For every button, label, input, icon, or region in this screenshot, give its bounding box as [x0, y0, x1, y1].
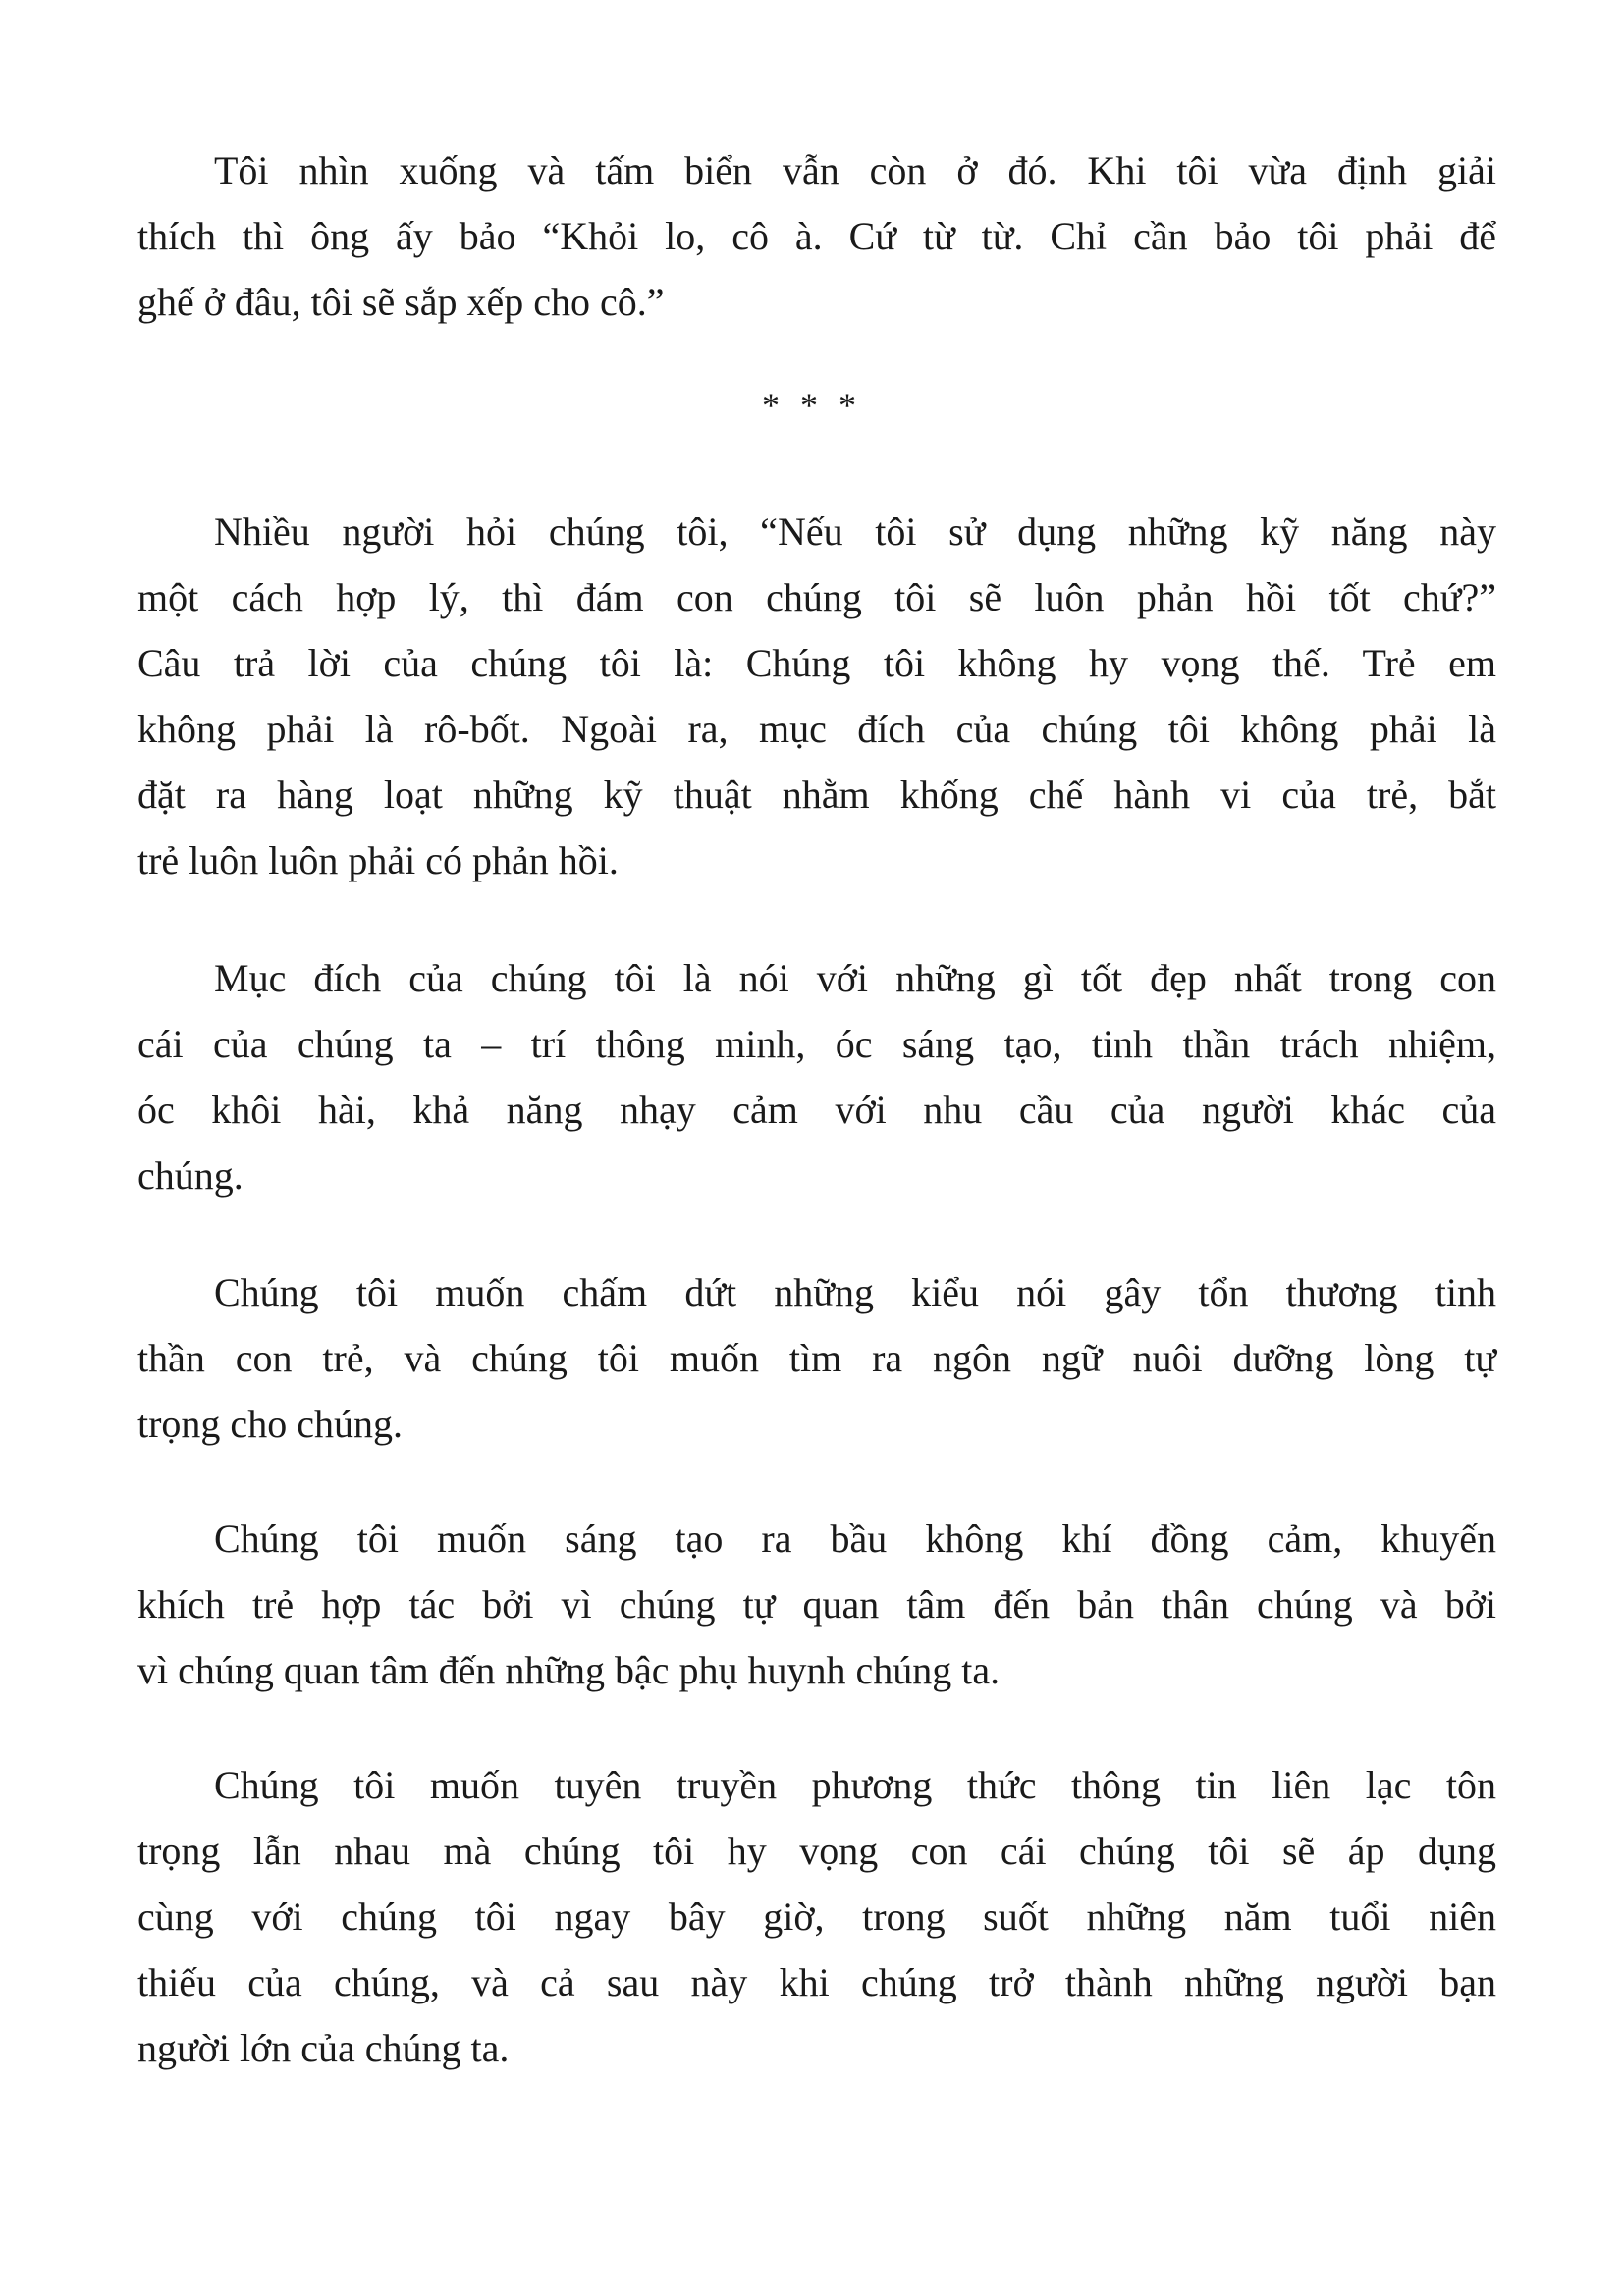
text-line: không phải là rô-bốt. Ngoài ra, mục đích của chúng tôi không phải là	[137, 707, 1496, 751]
text-line: trẻ luôn luôn phải có phản hồi.	[137, 838, 619, 882]
paragraph	[137, 137, 1496, 335]
paragraph	[137, 1752, 1496, 2081]
text-line: trọng lẫn nhau mà chúng tôi hy vọng con cái chúng tôi sẽ áp dụng	[137, 1829, 1496, 1873]
text-line: một cách hợp lý, thì đám con chúng tôi sẽ luôn phản hồi tốt chứ?”	[137, 575, 1496, 619]
paragraph	[137, 1259, 1496, 1457]
text-line: đặt ra hàng loạt những kỹ thuật nhằm khống chế hành vi của trẻ, bắt	[137, 773, 1496, 817]
text-line: cùng với chúng tôi ngay bây giờ, trong suốt những năm tuổi niên	[137, 1895, 1496, 1939]
text-line: vì chúng quan tâm đến những bậc phụ huynh chúng ta.	[137, 1648, 1001, 1692]
section-separator: * * *	[762, 386, 862, 425]
text-line: Chúng tôi muốn chấm dứt những kiểu nói gây tổn thương tinh	[214, 1270, 1496, 1314]
text-line: trọng cho chúng.	[137, 1402, 403, 1446]
paragraph	[137, 945, 1496, 1208]
text-line: Câu trả lời của chúng tôi là: Chúng tôi không hy vọng thế. Trẻ em	[137, 641, 1496, 685]
text-line: Tôi nhìn xuống và tấm biển vẫn còn ở đó. Khi tôi vừa định giải	[214, 148, 1496, 192]
text-line: thiếu của chúng, và cả sau này khi chúng trở thành những người bạn	[137, 1960, 1496, 2004]
text-line: thần con trẻ, và chúng tôi muốn tìm ra ngôn ngữ nuôi dưỡng lòng tự	[137, 1336, 1496, 1380]
paragraph	[137, 1506, 1496, 1703]
text-line: chúng.	[137, 1153, 244, 1198]
text-line: Nhiều người hỏi chúng tôi, “Nếu tôi sử dụng những kỹ năng này	[214, 509, 1496, 554]
text-line: Chúng tôi muốn tuyên truyền phương thức thông tin liên lạc tôn	[214, 1763, 1496, 1807]
text-line: khích trẻ hợp tác bởi vì chúng tự quan tâm đến bản thân chúng và bởi	[137, 1582, 1496, 1627]
text-line: Chúng tôi muốn sáng tạo ra bầu không khí đồng cảm, khuyến	[214, 1517, 1496, 1561]
text-line: ghế ở đâu, tôi sẽ sắp xếp cho cô.”	[137, 280, 665, 324]
text-line: người lớn của chúng ta.	[137, 2026, 510, 2070]
paragraph	[137, 499, 1496, 893]
text-line: cái của chúng ta – trí thông minh, óc sáng tạo, tinh thần trách nhiệm,	[137, 1022, 1496, 1066]
text-line: Mục đích của chúng tôi là nói với những gì tốt đẹp nhất trong con	[214, 956, 1496, 1000]
text-line: óc khôi hài, khả năng nhạy cảm với nhu cầu của người khác của	[137, 1088, 1496, 1132]
text-line: thích thì ông ấy bảo “Khỏi lo, cô à. Cứ từ từ. Chỉ cần bảo tôi phải để	[137, 214, 1496, 258]
